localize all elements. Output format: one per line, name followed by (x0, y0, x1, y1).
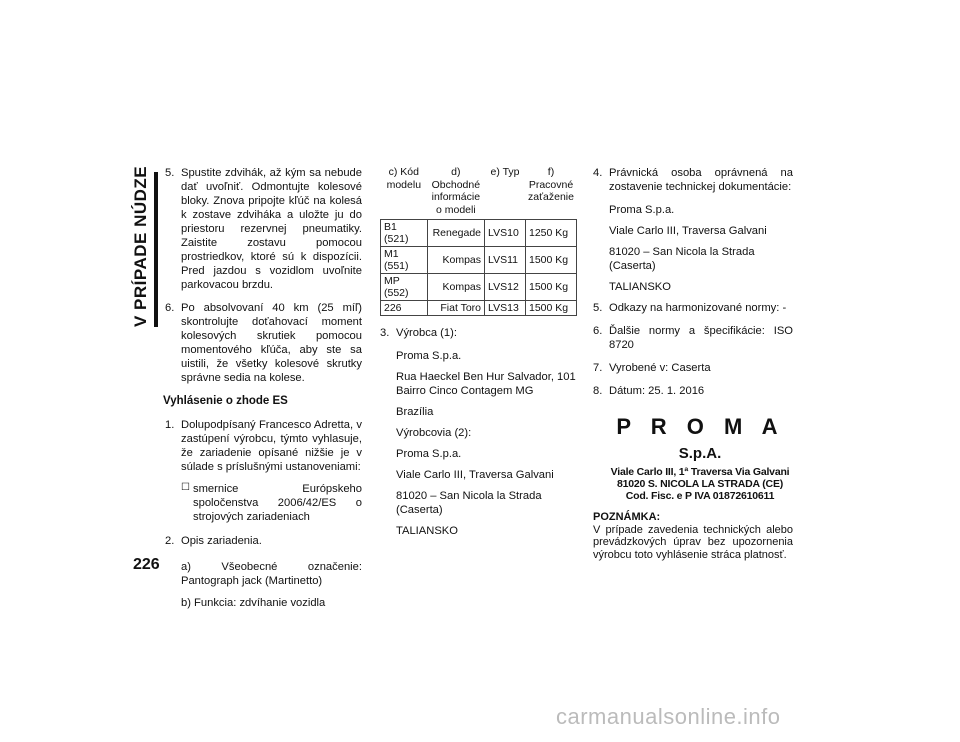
checkbox-icon: ☐ (181, 482, 190, 493)
stamp-company-name (606, 415, 794, 466)
table-cell: MP (552) (381, 274, 428, 301)
legal-entity-line: Proma S.p.a. (609, 204, 675, 216)
declaration-item-6 (593, 324, 793, 352)
table-cell: 1500 Kg (525, 274, 576, 301)
list-text: Dátum: 25. 1. 2016 (609, 385, 705, 397)
list-number: 8. (593, 385, 603, 397)
table-cell: Kompas (427, 247, 484, 274)
list-number: 4. (593, 167, 603, 179)
table-cell: 1500 Kg (525, 247, 576, 274)
list-number: 6. (165, 302, 175, 314)
watermark: carmanualsonline.info (556, 704, 781, 729)
table-cell: 1500 Kg (525, 301, 576, 316)
table-row (381, 247, 577, 274)
stamp-name: P R O M A (616, 414, 784, 439)
table-row (381, 274, 577, 301)
list-text: Po absolvovaní 40 km (25 míľ) skontrolujte doťahovací moment kolesových skrutiek pomocou momentového kľúča, aby ste sa uistili, že všetky kolesové skrutky správne sedia na kolese. (181, 302, 362, 384)
list-text: Vyrobené v: Caserta (609, 362, 711, 374)
list-text: Opis zariadenia. (181, 535, 262, 547)
table-cell: Kompas (427, 274, 484, 301)
table-cell: M1 (551) (381, 247, 428, 274)
manufacturer-line: Brazília (396, 406, 434, 418)
declaration-item-1 (165, 418, 362, 524)
model-table (380, 166, 577, 316)
table-cell: LVS10 (485, 220, 526, 247)
list-number: 7. (593, 362, 603, 374)
note-title: POZNÁMKA: (593, 511, 661, 523)
declaration-item-2 (165, 534, 362, 610)
table-cell: B1 (521) (381, 220, 428, 247)
manufacturer-line: 81020 – San Nicola la Strada (Caserta) (396, 490, 542, 516)
stamp-suffix: S.p.A. (678, 445, 722, 462)
stamp-line: 81020 S. NICOLA LA STRADA (CE) (616, 478, 784, 490)
column-left (165, 166, 362, 619)
list-text: Spustite zdvihák, až kým sa nebude dať uvoľniť. Odmontujte kolesové bloky. Znova pripojte kľúč na kolesá k zostave zdviháka a uložte ju do priestoru rezervnej pneumatiky. Zaistite zostavu pomocou prostriedkov, ktoré sú k dispozícii. Pred jazdou s vozidlom uvoľnite parkovacou brzdu. (181, 167, 362, 291)
table-cell: LVS11 (485, 247, 526, 274)
sub-item-b: b) Funkcia: zdvíhanie vozidla (181, 597, 326, 609)
declaration-item-4 (593, 166, 793, 194)
list-text: Právnická osoba oprávnená na zostavenie technickej dokumentácie: (609, 167, 793, 193)
table-header-cell: d) Obchodné informácie o modeli (427, 166, 484, 220)
column-middle (380, 166, 577, 545)
table-header-cell: c) Kód modelu (381, 166, 428, 220)
manufacturer-line: Proma S.p.a. (396, 350, 462, 362)
list-number: 3. (380, 327, 390, 339)
list-item-5 (165, 166, 362, 292)
stamp-line: Viale Carlo III, 1ª Traversa Via Galvani (610, 466, 790, 478)
manufacturer-line: Rua Haeckel Ben Hur Salvador, 101 Bairro Cinco Contagem MG (396, 371, 576, 397)
list-text: Ďalšie normy a špecifikácie: ISO 8720 (609, 325, 793, 351)
section-tab-bar (154, 172, 158, 327)
sub-item-a: a) Všeobecné označenie: Pantograph jack (Martinetto) (181, 561, 362, 587)
page-number: 226 (133, 556, 160, 573)
manufacturer-line: TALIANSKO (396, 525, 458, 537)
directive-bullet (181, 482, 362, 524)
legal-entity-line: Viale Carlo III, Traversa Galvani (609, 225, 767, 237)
table-row (381, 220, 577, 247)
list-text: Dolupodpísaný Francesco Adretta, v zastúpení výrobcu, týmto vyhlasuje, že zariadenie opísané nižšie je v súlade s príslušnými ustanoveniami: (181, 419, 362, 473)
legal-entity-block (593, 203, 793, 294)
list-number: 1. (165, 419, 175, 431)
list-item-6 (165, 301, 362, 385)
manufacturer-line: Výrobcovia (2): (396, 427, 472, 439)
list-number: 6. (593, 325, 603, 337)
column-right (593, 166, 793, 407)
section-title-vertical: V PRÍPADE NÚDZE (131, 165, 150, 327)
table-header-row (381, 166, 577, 220)
manufacturer-block (380, 349, 577, 538)
legal-entity-line: TALIANSKO (609, 281, 671, 293)
table-cell: LVS12 (485, 274, 526, 301)
declaration-item-8 (593, 384, 793, 398)
list-number: 5. (165, 167, 175, 179)
table-header-cell: f) Pracovné zaťaženie (525, 166, 576, 220)
section-side-tab (130, 165, 162, 327)
legal-entity-line: 81020 – San Nicola la Strada (Caserta) (609, 246, 755, 272)
declaration-item-3 (380, 326, 577, 340)
list-number: 2. (165, 535, 175, 547)
manufacturer-line: Viale Carlo III, Traversa Galvani (396, 469, 554, 481)
table-cell: LVS13 (485, 301, 526, 316)
section-heading: Vyhlásenie o zhode ES (163, 395, 288, 407)
table-row (381, 301, 577, 316)
table-cell: Fiat Toro (427, 301, 484, 316)
declaration-item-5 (593, 301, 793, 315)
list-text: Odkazy na harmonizované normy: - (609, 302, 787, 314)
table-cell: 226 (381, 301, 428, 316)
list-text: Výrobca (1): (396, 327, 457, 339)
stamp-line: Cod. Fisc. e P IVA 01872610611 (625, 490, 775, 502)
note-text: V prípade zavedenia technických alebo prevádzkových úprav bez upozornenia výrobcu toto vyhlásenie stráca platnosť. (593, 523, 793, 561)
note-block (593, 511, 793, 561)
table-header-cell: e) Typ (485, 166, 526, 220)
bullet-text: smernice Európskeho spoločenstva 2006/42/ES o strojových zariadeniach (193, 483, 362, 523)
list-number: 5. (593, 302, 603, 314)
table-cell: 1250 Kg (525, 220, 576, 247)
declaration-item-7 (593, 361, 793, 375)
table-cell: Renegade (427, 220, 484, 247)
company-stamp (606, 415, 794, 502)
manufacturer-line: Proma S.p.a. (396, 448, 462, 460)
